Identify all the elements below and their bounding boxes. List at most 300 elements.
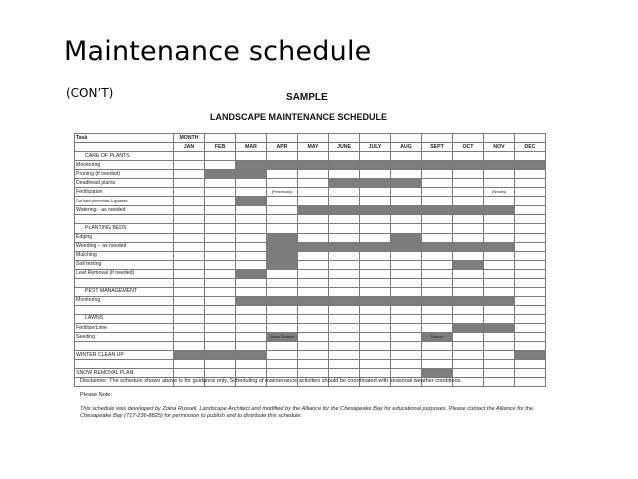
schedule-cell — [174, 161, 205, 170]
schedule-cell — [422, 251, 453, 260]
table-row — [75, 233, 546, 242]
schedule-cell — [360, 305, 391, 314]
schedule-cell — [329, 342, 360, 351]
schedule-cell — [174, 369, 205, 378]
section-label: CARE OF PLANTS — [75, 152, 174, 161]
table-row — [75, 314, 546, 323]
schedule-cell — [236, 260, 267, 269]
schedule-cell — [484, 251, 515, 260]
schedule-cell — [391, 197, 422, 206]
schedule-cell — [360, 197, 391, 206]
task-label: Watering - as needed — [75, 206, 174, 215]
schedule-cell — [453, 314, 484, 323]
schedule-cell — [174, 179, 205, 188]
schedule-cell — [484, 206, 515, 215]
schedule-cell — [422, 152, 453, 161]
schedule-cell — [205, 242, 236, 251]
schedule-cell — [298, 260, 329, 269]
cell-note: Season — [430, 335, 444, 340]
task-label: SNOW REMOVAL PLAN — [75, 369, 174, 378]
schedule-cell — [484, 260, 515, 269]
schedule-cell — [236, 314, 267, 323]
schedule-cell — [174, 251, 205, 260]
table-row — [75, 179, 546, 188]
schedule-cell — [515, 323, 546, 332]
schedule-cell — [422, 269, 453, 278]
schedule-cell — [484, 351, 515, 360]
task-header: Task — [75, 134, 174, 143]
schedule-cell — [422, 161, 453, 170]
schedule-cell — [391, 296, 422, 305]
schedule-cell — [205, 323, 236, 332]
table-row — [75, 224, 546, 233]
schedule-cell — [422, 260, 453, 269]
table-row — [75, 360, 546, 369]
schedule-cell — [174, 351, 205, 360]
schedule-cell — [174, 287, 205, 296]
slide-subtitle: (CON’T) — [66, 86, 114, 100]
schedule-cell — [391, 161, 422, 170]
task-label: Mulching — [75, 251, 174, 260]
sheet-footer — [80, 378, 550, 427]
schedule-cell — [236, 170, 267, 179]
schedule-cell — [391, 170, 422, 179]
schedule-cell — [298, 179, 329, 188]
schedule-cell — [298, 170, 329, 179]
schedule-cell — [360, 269, 391, 278]
schedule-cell — [515, 152, 546, 161]
task-label — [75, 278, 174, 287]
schedule-cell — [205, 197, 236, 206]
schedule-cell — [236, 197, 267, 206]
schedule-cell — [515, 197, 546, 206]
schedule-cell — [484, 314, 515, 323]
schedule-cell — [329, 233, 360, 242]
section-label: PEST MANAGEMENT — [75, 287, 174, 296]
schedule-cell — [360, 206, 391, 215]
schedule-cell — [298, 305, 329, 314]
cell-note: Warm Season — [270, 335, 294, 340]
schedule-cell — [453, 242, 484, 251]
table-row — [75, 296, 546, 305]
schedule-cell — [298, 161, 329, 170]
task-label: Seeding — [75, 333, 174, 342]
schedule-cell — [484, 233, 515, 242]
schedule-cell — [267, 323, 298, 332]
schedule-cell — [453, 152, 484, 161]
schedule-cell — [205, 206, 236, 215]
schedule-cell — [329, 333, 360, 342]
schedule-cell — [267, 296, 298, 305]
schedule-cell — [329, 152, 360, 161]
schedule-cell — [329, 278, 360, 287]
schedule-cell — [267, 351, 298, 360]
schedule-cell — [329, 197, 360, 206]
schedule-cell — [298, 351, 329, 360]
schedule-cell — [391, 269, 422, 278]
schedule-cell — [422, 296, 453, 305]
schedule-cell — [298, 287, 329, 296]
schedule-cell — [360, 242, 391, 251]
table-row — [75, 351, 546, 360]
schedule-cell — [205, 333, 236, 342]
schedule-cell — [267, 233, 298, 242]
schedule-cell — [267, 305, 298, 314]
table-row — [75, 215, 546, 224]
schedule-cell — [236, 152, 267, 161]
schedule-cell — [422, 360, 453, 369]
schedule-cell — [360, 323, 391, 332]
schedule-cell — [391, 360, 422, 369]
schedule-cell — [298, 323, 329, 332]
schedule-cell — [515, 287, 546, 296]
month-header: MONTH — [174, 134, 205, 143]
cell-note: (Perennials) — [271, 190, 293, 195]
table-row — [75, 305, 546, 314]
schedule-cell — [298, 314, 329, 323]
schedule-cell — [484, 369, 515, 378]
schedule-cell — [453, 342, 484, 351]
schedule-cell — [391, 323, 422, 332]
schedule-cell — [453, 369, 484, 378]
schedule-cell — [174, 215, 205, 224]
schedule-cell — [391, 215, 422, 224]
schedule-cell — [453, 278, 484, 287]
schedule-cell — [391, 333, 422, 342]
schedule-cell — [329, 323, 360, 332]
month-apr: APR — [267, 143, 298, 152]
schedule-cell — [267, 342, 298, 351]
credit-text: This schedule was developed by Zolna Russell, Landscape Architect and modified by the Alliance for the Chesapeake Bay for educational purposes. Please contact the Alliance for the Chesapeake Bay (717-236-8825) for permission to publish and to distribute this schedule. — [80, 406, 534, 419]
schedule-cell — [453, 197, 484, 206]
table-row — [75, 170, 546, 179]
schedule-cell — [174, 323, 205, 332]
schedule-cell — [174, 314, 205, 323]
schedule-cell — [515, 333, 546, 342]
schedule-cell — [267, 152, 298, 161]
section-label: LAWNS — [75, 314, 174, 323]
schedule-cell — [236, 333, 267, 342]
slide-title: Maintenance schedule — [64, 36, 372, 67]
schedule-cell — [484, 170, 515, 179]
schedule-cell — [484, 269, 515, 278]
section-label: PLANTING BEDS — [75, 224, 174, 233]
schedule-cell — [298, 251, 329, 260]
table-row — [75, 333, 546, 342]
schedule-cell — [453, 179, 484, 188]
schedule-cell — [453, 260, 484, 269]
schedule-cell — [360, 360, 391, 369]
table-row — [75, 369, 546, 378]
schedule-cell — [360, 188, 391, 197]
schedule-cell — [360, 287, 391, 296]
schedule-cell — [391, 251, 422, 260]
schedule-cell — [236, 342, 267, 351]
table-row — [75, 161, 546, 170]
schedule-cell — [515, 360, 546, 369]
schedule-cell — [329, 242, 360, 251]
schedule-cell — [515, 305, 546, 314]
schedule-cell — [329, 179, 360, 188]
schedule-cell — [298, 224, 329, 233]
schedule-cell — [422, 351, 453, 360]
schedule-cell — [236, 206, 267, 215]
schedule-cell — [360, 233, 391, 242]
schedule-cell — [174, 233, 205, 242]
schedule-cell — [205, 369, 236, 378]
schedule-cell — [205, 314, 236, 323]
schedule-cell — [329, 260, 360, 269]
schedule-cell — [174, 197, 205, 206]
task-label: Pruning (if needed) — [75, 170, 174, 179]
schedule-cell — [515, 314, 546, 323]
schedule-cell — [515, 188, 546, 197]
schedule-cell — [174, 296, 205, 305]
month-nov: NOV — [484, 143, 515, 152]
schedule-cell — [422, 197, 453, 206]
schedule-cell — [205, 224, 236, 233]
month-aug: AUG — [391, 143, 422, 152]
schedule-cell — [453, 296, 484, 305]
table-row — [75, 152, 546, 161]
schedule-cell — [174, 260, 205, 269]
schedule-cell — [422, 215, 453, 224]
schedule-cell — [267, 197, 298, 206]
schedule-cell — [329, 287, 360, 296]
schedule-cell — [236, 179, 267, 188]
schedule-cell — [205, 342, 236, 351]
table-row — [75, 342, 546, 351]
schedule-cell — [236, 215, 267, 224]
task-label — [75, 215, 174, 224]
schedule-cell — [174, 242, 205, 251]
schedule-cell — [484, 197, 515, 206]
schedule-cell — [329, 224, 360, 233]
schedule-cell — [205, 251, 236, 260]
schedule-cell — [298, 296, 329, 305]
schedule-cell — [298, 206, 329, 215]
schedule-cell — [484, 161, 515, 170]
schedule-cell — [329, 188, 360, 197]
schedule-cell — [205, 287, 236, 296]
schedule-cell — [453, 360, 484, 369]
schedule-cell — [267, 206, 298, 215]
schedule-cell — [422, 278, 453, 287]
table-row — [75, 251, 546, 260]
table-row — [75, 287, 546, 296]
schedule-cell — [453, 251, 484, 260]
schedule-cell — [391, 224, 422, 233]
schedule-cell — [391, 351, 422, 360]
schedule-cell — [391, 314, 422, 323]
schedule-cell — [391, 242, 422, 251]
schedule-cell — [360, 369, 391, 378]
task-label: Fertilization — [75, 188, 174, 197]
schedule-cell — [484, 188, 515, 197]
schedule-cell — [329, 314, 360, 323]
schedule-cell — [329, 351, 360, 360]
schedule-cell — [360, 179, 391, 188]
schedule-cell — [236, 296, 267, 305]
task-label — [75, 342, 174, 351]
schedule-cell — [422, 305, 453, 314]
table-row — [75, 278, 546, 287]
schedule-cell — [453, 161, 484, 170]
schedule-cell — [236, 369, 267, 378]
schedule-cell — [236, 323, 267, 332]
schedule-cell — [360, 260, 391, 269]
task-label: Deadhead plants — [75, 179, 174, 188]
schedule-cell — [205, 305, 236, 314]
schedule-cell — [267, 188, 298, 197]
schedule-cell — [329, 269, 360, 278]
maintenance-schedule-table — [74, 133, 546, 387]
schedule-cell — [422, 323, 453, 332]
task-label: Cut back perennials & grasses — [75, 197, 174, 206]
schedule-cell — [329, 296, 360, 305]
schedule-cell — [298, 333, 329, 342]
schedule-cell — [484, 333, 515, 342]
schedule-cell — [329, 170, 360, 179]
table-row — [75, 197, 546, 206]
schedule-cell — [422, 179, 453, 188]
schedule-cell — [298, 152, 329, 161]
table-row — [75, 269, 546, 278]
schedule-cell — [484, 296, 515, 305]
schedule-cell — [360, 224, 391, 233]
schedule-cell — [422, 369, 453, 378]
header-row-months — [75, 143, 546, 152]
month-jan: JAN — [174, 143, 205, 152]
task-label: Monitoring — [75, 161, 174, 170]
schedule-cell — [515, 251, 546, 260]
schedule-cell — [298, 215, 329, 224]
schedule-cell — [484, 305, 515, 314]
table-row — [75, 242, 546, 251]
schedule-cell — [515, 278, 546, 287]
schedule-cell — [267, 360, 298, 369]
schedule-cell — [205, 233, 236, 242]
schedule-cell — [174, 224, 205, 233]
schedule-cell — [267, 260, 298, 269]
schedule-cell — [391, 233, 422, 242]
schedule-cell — [484, 215, 515, 224]
schedule-cell — [391, 260, 422, 269]
sheet-title: LANDSCAPE MAINTENANCE SCHEDULE — [210, 112, 388, 122]
schedule-cell — [422, 206, 453, 215]
task-label: Soil testing — [75, 260, 174, 269]
schedule-cell — [329, 215, 360, 224]
schedule-cell — [515, 215, 546, 224]
schedule-cell — [174, 170, 205, 179]
schedule-cell — [329, 206, 360, 215]
schedule-cell — [205, 215, 236, 224]
schedule-cell — [236, 278, 267, 287]
month-july: JULY — [360, 143, 391, 152]
schedule-cell — [360, 342, 391, 351]
schedule-cell — [267, 369, 298, 378]
schedule-cell — [329, 305, 360, 314]
month-june: JUNE — [329, 143, 360, 152]
schedule-cell — [298, 197, 329, 206]
schedule-cell — [174, 188, 205, 197]
schedule-cell — [267, 179, 298, 188]
schedule-cell — [484, 287, 515, 296]
task-label — [75, 360, 174, 369]
schedule-cell — [174, 206, 205, 215]
schedule-cell — [515, 224, 546, 233]
schedule-cell — [515, 351, 546, 360]
month-oct: OCT — [453, 143, 484, 152]
schedule-cell — [515, 369, 546, 378]
schedule-cell — [267, 333, 298, 342]
schedule-cell — [453, 287, 484, 296]
schedule-cell — [267, 269, 298, 278]
schedule-cell — [360, 170, 391, 179]
table-row — [75, 206, 546, 215]
schedule-cell — [298, 188, 329, 197]
schedule-cell — [453, 188, 484, 197]
schedule-cell — [360, 251, 391, 260]
schedule-cell — [174, 278, 205, 287]
schedule-cell — [205, 269, 236, 278]
schedule-cell — [236, 188, 267, 197]
schedule-cell — [515, 260, 546, 269]
schedule-cell — [453, 170, 484, 179]
schedule-cell — [484, 224, 515, 233]
schedule-cell — [236, 351, 267, 360]
schedule-cell — [515, 179, 546, 188]
schedule-cell — [205, 278, 236, 287]
schedule-cell — [453, 269, 484, 278]
schedule-cell — [422, 333, 453, 342]
schedule-cell — [174, 333, 205, 342]
schedule-cell — [515, 161, 546, 170]
schedule-cell — [267, 161, 298, 170]
schedule-cell — [174, 305, 205, 314]
schedule-cell — [205, 170, 236, 179]
task-label: Fertilize/Lime — [75, 323, 174, 332]
schedule-cell — [298, 369, 329, 378]
schedule-cell — [453, 206, 484, 215]
schedule-cell — [360, 296, 391, 305]
schedule-cell — [236, 360, 267, 369]
schedule-cell — [422, 224, 453, 233]
schedule-cell — [484, 342, 515, 351]
month-may: MAY — [298, 143, 329, 152]
schedule-cell — [515, 170, 546, 179]
schedule-cell — [422, 242, 453, 251]
schedule-cell — [267, 242, 298, 251]
schedule-cell — [515, 269, 546, 278]
schedule-cell — [267, 287, 298, 296]
schedule-cell — [360, 351, 391, 360]
schedule-cell — [484, 360, 515, 369]
schedule-cell — [236, 305, 267, 314]
schedule-cell — [391, 342, 422, 351]
task-label: Monitoring — [75, 296, 174, 305]
schedule-cell — [174, 342, 205, 351]
schedule-cell — [422, 170, 453, 179]
schedule-cell — [205, 360, 236, 369]
month-mar: MAR — [236, 143, 267, 152]
schedule-cell — [515, 206, 546, 215]
table-row — [75, 188, 546, 197]
sheet-sample-label: SAMPLE — [286, 92, 328, 103]
month-feb: FEB — [205, 143, 236, 152]
schedule-cell — [360, 314, 391, 323]
schedule-cell — [236, 224, 267, 233]
